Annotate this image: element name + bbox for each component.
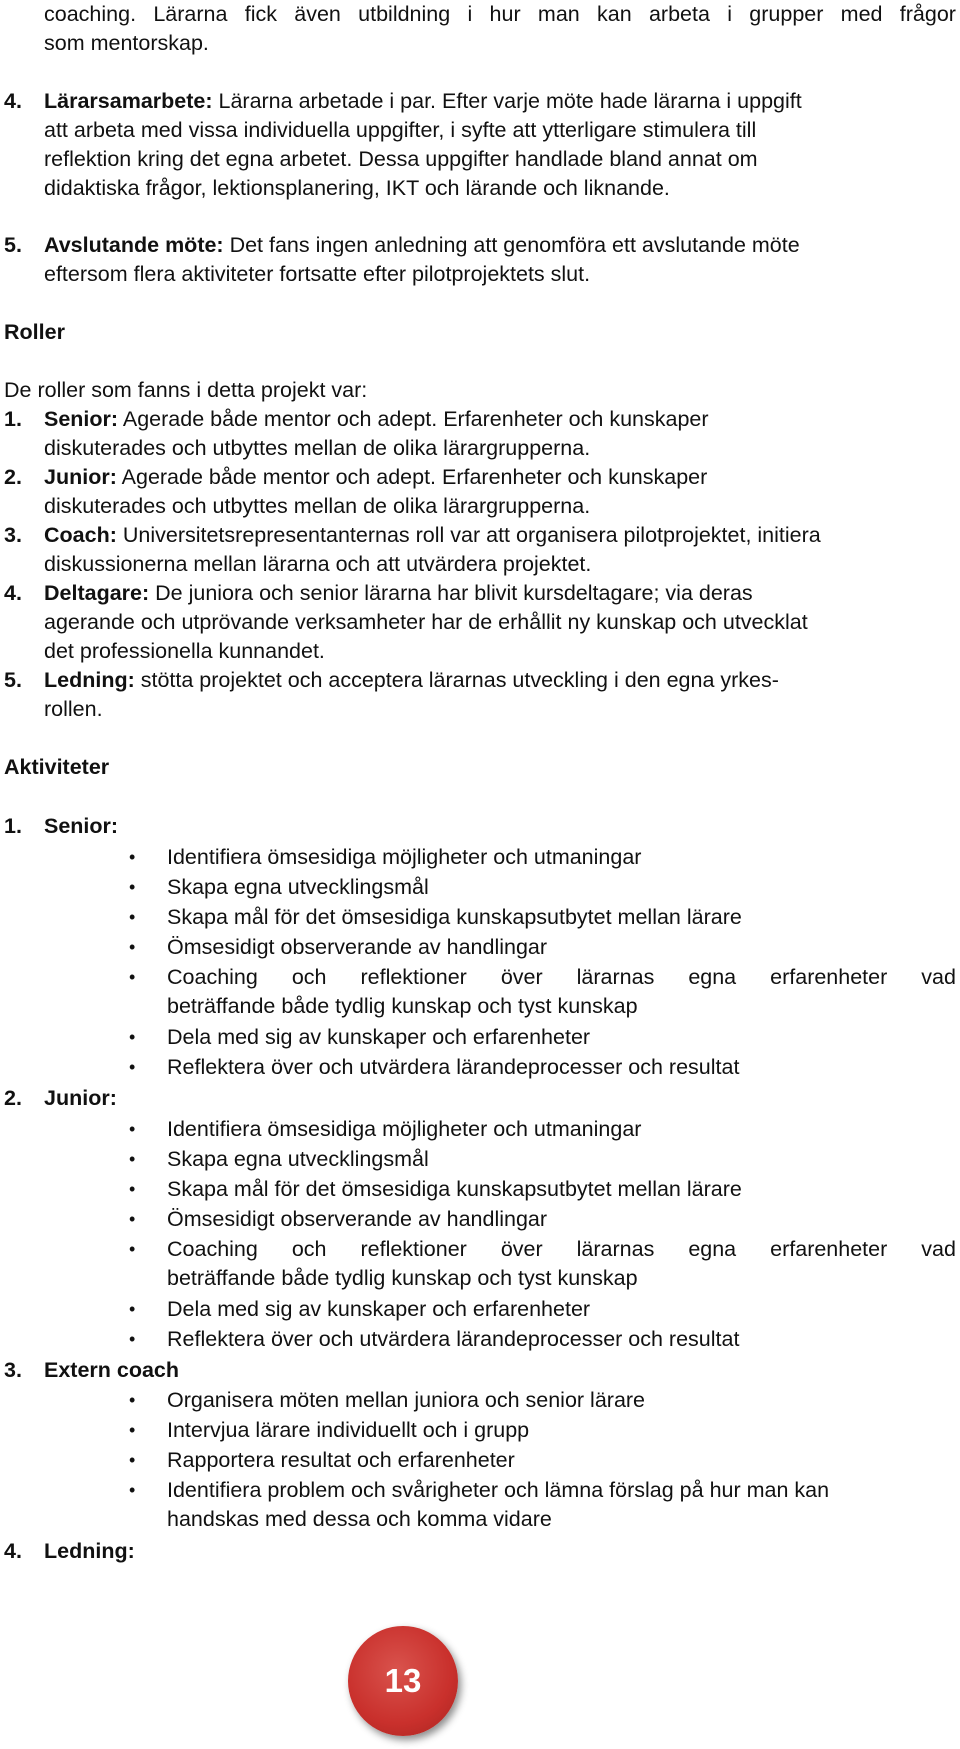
role-text: De juniora och senior lärarna har blivit kursdeltagare; via deras <box>149 581 753 605</box>
bullet-text: Reflektera över och utvärdera lärandeprocesser och resultat <box>167 1055 740 1079</box>
bullet-icon: • <box>129 1149 136 1169</box>
role-text: Universitetsrepresentanternas roll var att organisera pilotprojektet, initiera <box>116 523 821 547</box>
word: fick <box>244 2 277 26</box>
word: och <box>291 965 327 989</box>
role-line <box>44 463 707 492</box>
word: erfarenheter <box>770 1237 888 1261</box>
word: lärarnas <box>576 965 655 989</box>
item-line: att arbeta med vissa individuella uppgifter, i syfte att ytterligare stimulera till <box>44 118 757 142</box>
word: hur <box>489 2 521 26</box>
role-line: rollen. <box>44 697 103 721</box>
bullet-text: Reflektera över och utvärdera lärandeprocesser och resultat <box>167 1327 740 1351</box>
word: arbeta <box>648 2 710 26</box>
word: frågor <box>899 2 956 26</box>
bullet-text: Skapa egna utvecklingsmål <box>167 875 429 899</box>
word: Coaching <box>167 965 258 989</box>
group-label: Junior: <box>44 1086 117 1110</box>
item-number: 5. <box>4 233 22 257</box>
word: kan <box>597 2 632 26</box>
role-line: diskussionerna mellan lärarna och att utvärdera projektet. <box>44 552 592 576</box>
word: grupper <box>749 2 824 26</box>
role-number: 3. <box>4 523 22 547</box>
bullet-text: Organisera möten mellan juniora och senior lärare <box>167 1388 646 1412</box>
item-text: Lärarna arbetade i par. Efter varje möte hade lärarna i uppgift <box>212 89 802 113</box>
word: i <box>727 2 732 26</box>
bullet-text: Skapa mål för det ömsesidiga kunskapsutbytet mellan lärare <box>167 905 742 929</box>
bullet-icon: • <box>129 967 136 987</box>
word: även <box>294 2 341 26</box>
word: egna <box>688 1237 737 1261</box>
bullet-icon: • <box>129 877 136 897</box>
group-number: 2. <box>4 1086 22 1110</box>
bullet-icon: • <box>129 1057 136 1077</box>
role-line: diskuterades och utbyttes mellan de olika lärargrupperna. <box>44 436 591 460</box>
bullet-icon: • <box>129 1179 136 1199</box>
bullet-text-continuation: handskas med dessa och komma vidare <box>167 1507 552 1531</box>
bullet-icon: • <box>129 1480 136 1500</box>
item-line <box>44 231 800 260</box>
item-text: Det fans ingen anledning att genomföra ett avslutande möte <box>223 233 800 257</box>
group-number: 3. <box>4 1358 22 1382</box>
role-text: Agerade både mentor och adept. Erfarenheter och kunskaper <box>116 465 708 489</box>
role-label: Coach: <box>44 523 117 547</box>
word: vad <box>921 1237 956 1261</box>
text <box>44 0 956 29</box>
bullet-text <box>167 963 956 992</box>
word: Lärarna <box>153 2 228 26</box>
word: över <box>500 965 543 989</box>
bullet-icon: • <box>129 1027 136 1047</box>
bullet-icon: • <box>129 1239 136 1259</box>
item-line: didaktiska frågor, lektionsplanering, IKT och lärande och liknande. <box>44 176 670 200</box>
word: reflektioner <box>360 965 467 989</box>
group-label: Extern coach <box>44 1358 180 1382</box>
page-number: 13 <box>384 1662 422 1699</box>
word: vad <box>921 965 956 989</box>
page-number-badge <box>348 1626 458 1736</box>
bullet-icon: • <box>129 1329 136 1349</box>
bullet-text-continuation: beträffande både tydlig kunskap och tyst kunskap <box>167 994 638 1018</box>
group-label: Ledning: <box>44 1539 135 1563</box>
bullet-icon: • <box>129 1119 136 1139</box>
bullet-text <box>167 1235 956 1264</box>
role-label: Ledning: <box>44 668 135 692</box>
item-number: 4. <box>4 89 22 113</box>
bullet-icon: • <box>129 937 136 957</box>
item-label: Avslutande möte: <box>44 233 224 257</box>
role-line <box>44 579 753 608</box>
word: reflektioner <box>360 1237 467 1261</box>
bullet-icon: • <box>129 847 136 867</box>
bullet-text: Skapa egna utvecklingsmål <box>167 1147 429 1171</box>
bullet-icon: • <box>129 1209 136 1229</box>
word: man <box>537 2 580 26</box>
section-heading-roller: Roller <box>4 320 65 344</box>
bullet-text: Identifiera ömsesidiga möjligheter och utmaningar <box>167 1117 642 1141</box>
group-label: Senior: <box>44 814 119 838</box>
word: coaching. <box>44 2 137 26</box>
bullet-text: Ömsesidigt observerande av handlingar <box>167 1207 548 1231</box>
role-line: diskuterades och utbyttes mellan de olika lärargrupperna. <box>44 494 591 518</box>
bullet-text: Dela med sig av kunskaper och erfarenheter <box>167 1025 591 1049</box>
word: med <box>840 2 883 26</box>
bullet-text: Identifiera problem och svårigheter och lämna förslag på hur man kan <box>167 1478 830 1502</box>
bullet-text: Skapa mål för det ömsesidiga kunskapsutbytet mellan lärare <box>167 1177 742 1201</box>
role-number: 4. <box>4 581 22 605</box>
word: utbildning <box>358 2 451 26</box>
role-line <box>44 666 779 695</box>
bullet-icon: • <box>129 1299 136 1319</box>
paragraph-line: som mentorskap. <box>44 31 209 55</box>
role-text: stötta projektet och acceptera lärarnas utveckling i den egna yrkes- <box>134 668 779 692</box>
bullet-icon: • <box>129 907 136 927</box>
group-number: 1. <box>4 814 22 838</box>
word: i <box>467 2 473 26</box>
item-label: Lärarsamarbete: <box>44 89 213 113</box>
roller-intro: De roller som fanns i detta projekt var: <box>4 378 368 402</box>
word: Coaching <box>167 1237 258 1261</box>
item-line: reflektion kring det egna arbetet. Dessa uppgifter handlade bland annat om <box>44 147 758 171</box>
bullet-icon: • <box>129 1420 136 1440</box>
bullet-text: Rapportera resultat och erfarenheter <box>167 1448 515 1472</box>
paragraph-line <box>44 0 956 29</box>
word: över <box>500 1237 543 1261</box>
role-line: agerande och utprövande verksamheter har de erhållit ny kunskap och utvecklat <box>44 610 808 634</box>
role-number: 5. <box>4 668 22 692</box>
bullet-text-continuation: beträffande både tydlig kunskap och tyst kunskap <box>167 1266 638 1290</box>
bullet-text: Dela med sig av kunskaper och erfarenheter <box>167 1297 591 1321</box>
role-text: Agerade både mentor och adept. Erfarenheter och kunskaper <box>118 407 709 431</box>
role-label: Deltagare: <box>44 581 150 605</box>
word: och <box>291 1237 327 1261</box>
bullet-text: Intervjua lärare individuellt och i grupp <box>167 1418 530 1442</box>
word: erfarenheter <box>770 965 888 989</box>
bullet-text: Ömsesidigt observerande av handlingar <box>167 935 548 959</box>
role-number: 2. <box>4 465 22 489</box>
role-line <box>44 521 821 550</box>
item-line <box>44 87 956 116</box>
role-number: 1. <box>4 407 22 431</box>
item-line: eftersom flera aktiviteter fortsatte efter pilotprojektets slut. <box>44 262 591 286</box>
bullet-text: Identifiera ömsesidiga möjligheter och utmaningar <box>167 845 642 869</box>
section-heading-aktiviteter: Aktiviteter <box>4 755 110 779</box>
word: lärarnas <box>576 1237 655 1261</box>
role-label: Senior: <box>44 407 119 431</box>
role-line <box>44 405 709 434</box>
role-label: Junior: <box>44 465 117 489</box>
bullet-icon: • <box>129 1450 136 1470</box>
bullet-icon: • <box>129 1390 136 1410</box>
group-number: 4. <box>4 1539 22 1563</box>
role-line: det professionella kunnandet. <box>44 639 325 663</box>
word: egna <box>688 965 737 989</box>
